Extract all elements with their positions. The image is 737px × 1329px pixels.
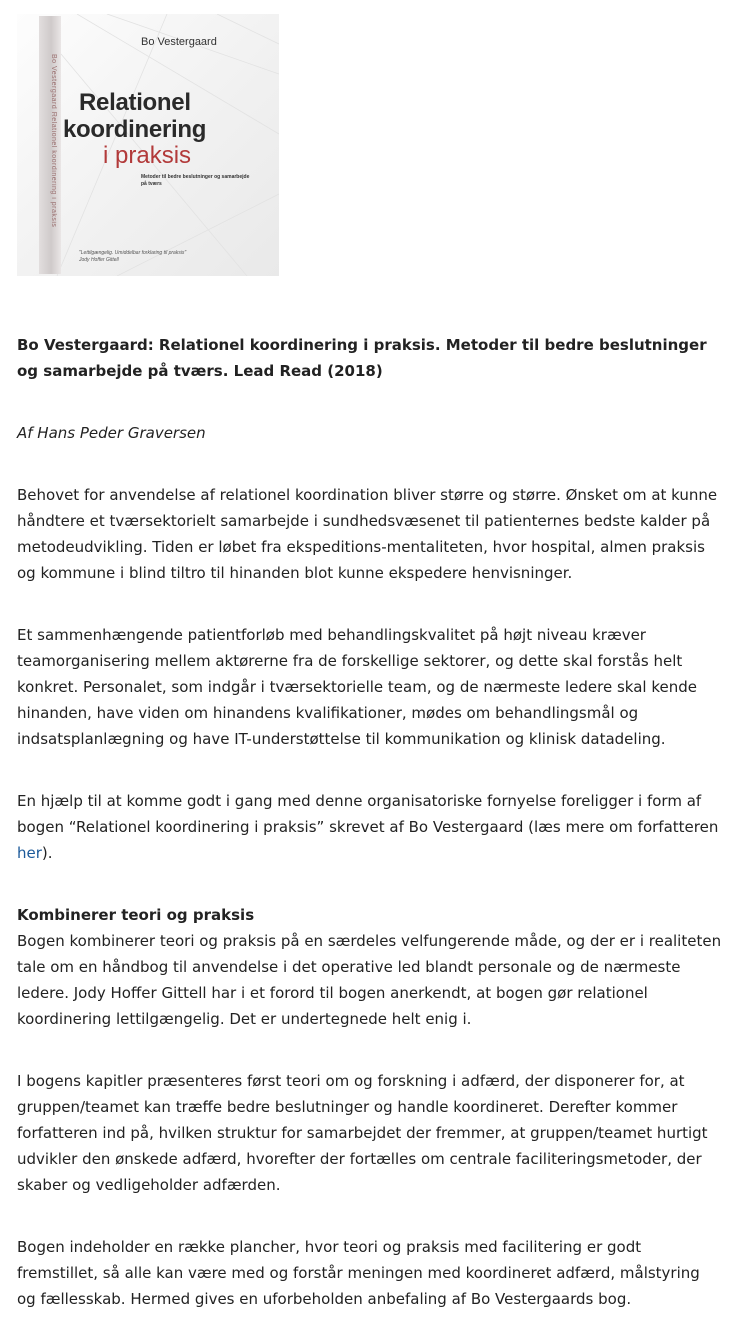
author-link[interactable]: her [17, 844, 42, 862]
paragraph-2: Et sammenhængende patientforløb med behandlingskvalitet på højt niveau kræver teamorganisering mellem aktørerne fra de forskellige sektorer, og dette skal forstås helt konkret. Personalet, som indgår i tværsektorielle team, og de nærmeste ledere skal kende hinanden, have viden om hinandens kvalifikationer, mødes om behandlingsmål og indsatsplanlægning og have IT-understøttelse til kommunikation og klinisk datadeling. [17, 626, 697, 748]
paragraph-1: Behovet for anvendelse af relationel koordination bliver større og større. Ønsket om at kunne håndtere et tværsektorielt samarbejde i sundhedsvæsenet til patienternes bedste kalder på metodeudvikling. Tiden er løbet fra ekspeditions-mentaliteten, hvor hospital, almen praksis og kommune i blind tiltro til hinanden blot kunne ekspedere henvisninger. [17, 486, 718, 582]
cover-title-line-2: koordinering [63, 116, 207, 143]
paragraph-4: Bogen kombinerer teori og praksis på en særdeles velfungerende måde, og der er i realiteten tale om en håndbog til anvendelse i det operative led blandt personale og de nærmeste ledere. Jody Hoffer Gittell har i et forord til bogen anerkendt, at bogen gør relationel koordinering lettilgængelig. Det er undertegnede helt enig i. [17, 932, 722, 1028]
paragraph-3-text: En hjælp til at komme godt i gang med denne organisatoriske fornyelse foreligger i form af bogen “Relationel koordinering i praksis” skrevet af Bo Vestergaard (læs mere om forfatteren [17, 792, 719, 836]
paragraph-5: I bogens kapitler præsenteres først teori om og forskning i adfærd, der disponerer for, at gruppen/teamet kan træffe bedre beslutninger og handle koordineret. Derefter kommer forfatteren ind på, hvilken struktur for samarbejdet der fremmer, at gruppen/teamet hurtigt udvikler den ønskede adfærd, hvorefter der fortælles om centrale faciliteringsmetoder, der skaber og vedligeholder adfærden. [17, 1072, 708, 1194]
cover-quote: "Lettilgængelig. Umiddelbar forklaring til praksis" Jody Hoffer Gittell [79, 250, 187, 263]
section-heading: Kombinerer teori og praksis [17, 906, 255, 924]
cover-author: Bo Vestergaard [141, 36, 217, 48]
paragraph-3 [17, 788, 722, 866]
section-kombinerer [17, 902, 722, 1032]
cover-subtitle: Metoder til bedre beslutninger og samarbejde på tværs [141, 174, 250, 187]
byline: Af Hans Peder Graversen [17, 424, 206, 442]
cover-title-line-1: Relationel [79, 89, 191, 116]
paragraph-6: Bogen indeholder en række plancher, hvor teori og praksis med facilitering er godt fremstillet, så alle kan være med og forstår meningen med koordineret adfærd, målstyring og fællesskab. Hermed gives en uforbeholden anbefaling af Bo Vestergaards bog. [17, 1238, 700, 1308]
book-cover-image [17, 14, 279, 276]
cover-spine [39, 16, 61, 274]
paragraph-3-end: ). [41, 844, 53, 862]
cover-spine-text: Bo Vestergaard Relationel koordinering i praksis [50, 54, 57, 228]
article-headline: Bo Vestergaard: Relationel koordinering i praksis. Metoder til bedre beslutninger og samarbejde på tværs. Lead Read (2018) [17, 336, 707, 380]
cover-title-line-3: i praksis [103, 142, 192, 169]
